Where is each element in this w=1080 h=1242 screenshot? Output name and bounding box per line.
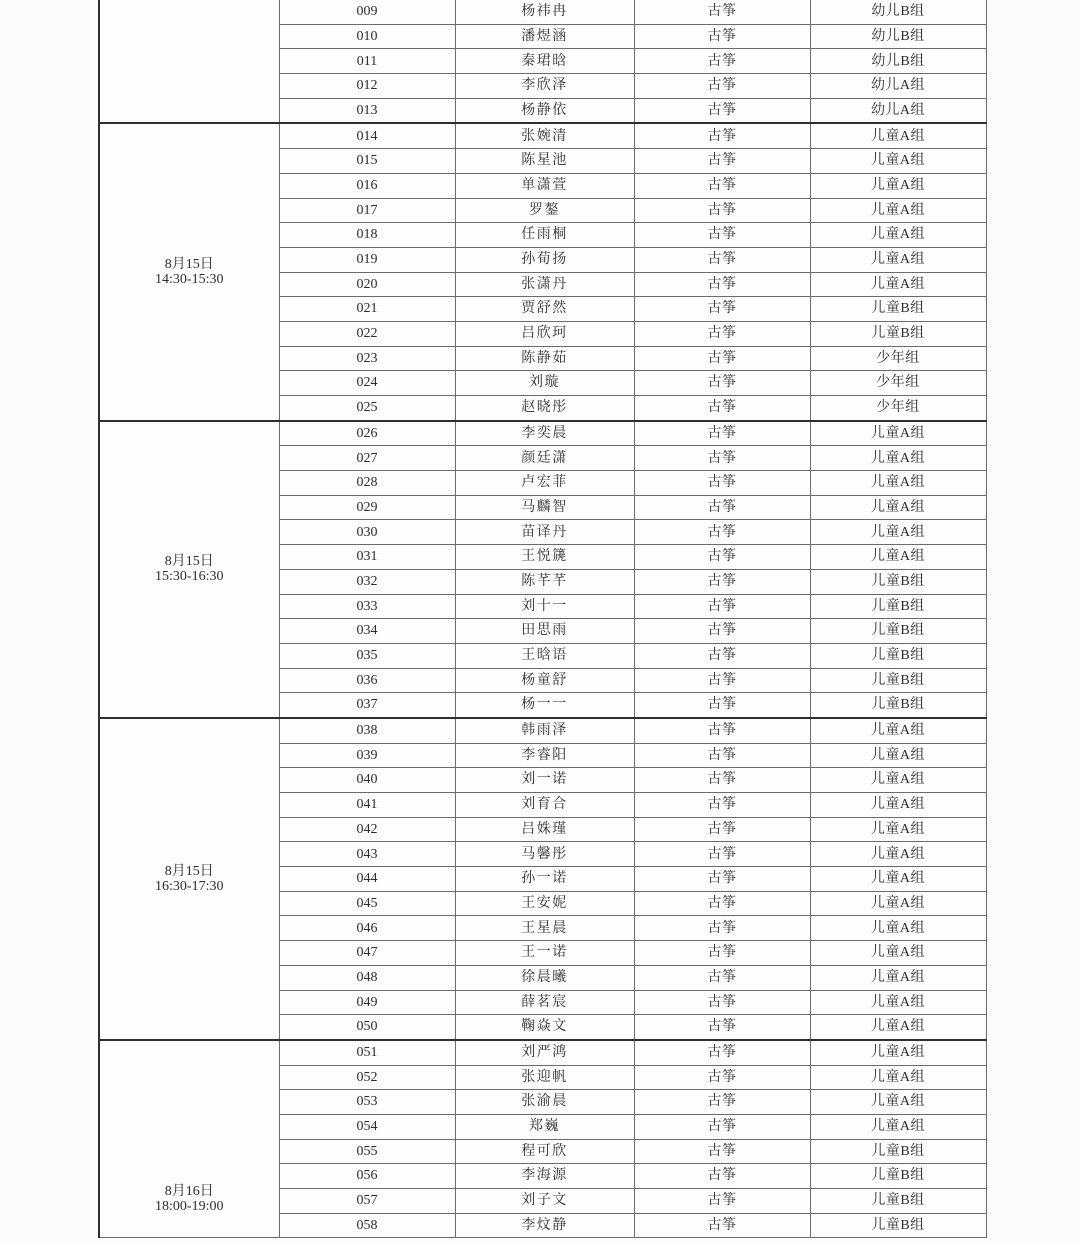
performer-name-cell: 吕姝瑾 bbox=[455, 817, 634, 842]
instrument-cell: 古筝 bbox=[634, 297, 810, 322]
instrument-cell: 古筝 bbox=[634, 123, 810, 148]
time-slot-cell bbox=[99, 123, 279, 420]
performer-name-cell: 郑巍 bbox=[455, 1114, 634, 1139]
entry-number-cell: 014 bbox=[279, 123, 455, 148]
time-slot-cell bbox=[99, 0, 279, 123]
group-cell: 儿童A组 bbox=[810, 743, 986, 768]
instrument-cell: 古筝 bbox=[634, 1090, 810, 1115]
entry-number-cell: 015 bbox=[279, 149, 455, 174]
group-cell: 儿童A组 bbox=[810, 123, 986, 148]
entry-number-cell: 043 bbox=[279, 842, 455, 867]
entry-number-cell: 013 bbox=[279, 98, 455, 123]
entry-number-cell: 039 bbox=[279, 743, 455, 768]
instrument-cell: 古筝 bbox=[634, 990, 810, 1015]
entry-number-cell: 055 bbox=[279, 1139, 455, 1164]
performer-name-cell: 马馨彤 bbox=[455, 842, 634, 867]
entry-number-cell: 030 bbox=[279, 520, 455, 545]
group-cell: 儿童A组 bbox=[810, 247, 986, 272]
instrument-cell: 古筝 bbox=[634, 594, 810, 619]
performer-name-cell: 张渝晨 bbox=[455, 1090, 634, 1115]
entry-number-cell: 047 bbox=[279, 941, 455, 966]
time-slot-date: 8月15日 bbox=[164, 256, 214, 272]
instrument-cell: 古筝 bbox=[634, 1213, 810, 1238]
performer-name-cell: 杨童舒 bbox=[455, 668, 634, 693]
performer-name-cell: 陈芊芊 bbox=[455, 569, 634, 594]
entry-number-cell: 048 bbox=[279, 965, 455, 990]
entry-number-cell: 037 bbox=[279, 693, 455, 718]
instrument-cell: 古筝 bbox=[634, 793, 810, 818]
instrument-cell: 古筝 bbox=[634, 396, 810, 421]
entry-number-cell: 016 bbox=[279, 173, 455, 198]
instrument-cell: 古筝 bbox=[634, 346, 810, 371]
group-cell: 儿童A组 bbox=[810, 173, 986, 198]
entry-number-cell: 027 bbox=[279, 446, 455, 471]
performer-name-cell: 王安妮 bbox=[455, 891, 634, 916]
performer-name-cell: 杨静依 bbox=[455, 98, 634, 123]
group-cell: 儿童A组 bbox=[810, 421, 986, 446]
performer-name-cell: 张迎帆 bbox=[455, 1065, 634, 1090]
time-slot-cell bbox=[99, 718, 279, 1040]
performer-name-cell: 单潇萱 bbox=[455, 173, 634, 198]
group-cell: 儿童A组 bbox=[810, 867, 986, 892]
group-cell: 儿童A组 bbox=[810, 817, 986, 842]
instrument-cell: 古筝 bbox=[634, 98, 810, 123]
performer-name-cell: 刘璇 bbox=[455, 371, 634, 396]
entry-number-cell: 036 bbox=[279, 668, 455, 693]
performer-name-cell: 刘十一 bbox=[455, 594, 634, 619]
instrument-cell: 古筝 bbox=[634, 718, 810, 743]
performer-name-cell: 李睿阳 bbox=[455, 743, 634, 768]
performer-name-cell: 韩雨泽 bbox=[455, 718, 634, 743]
performer-name-cell: 孙一诺 bbox=[455, 867, 634, 892]
instrument-cell: 古筝 bbox=[634, 520, 810, 545]
group-cell: 儿童B组 bbox=[810, 693, 986, 718]
instrument-cell: 古筝 bbox=[634, 768, 810, 793]
time-slot-cell bbox=[99, 1040, 279, 1238]
time-slot-range: 16:30-17:30 bbox=[155, 878, 224, 894]
table-row bbox=[99, 0, 986, 24]
performer-name-cell: 刘一诺 bbox=[455, 768, 634, 793]
performer-name-cell: 刘子文 bbox=[455, 1189, 634, 1214]
group-cell: 儿童A组 bbox=[810, 916, 986, 941]
group-cell: 幼儿B组 bbox=[810, 49, 986, 74]
group-cell: 儿童B组 bbox=[810, 668, 986, 693]
performer-name-cell: 苗译丹 bbox=[455, 520, 634, 545]
entry-number-cell: 052 bbox=[279, 1065, 455, 1090]
entry-number-cell: 025 bbox=[279, 396, 455, 421]
performer-name-cell: 李奕晨 bbox=[455, 421, 634, 446]
instrument-cell: 古筝 bbox=[634, 867, 810, 892]
performer-name-cell: 杨祎冉 bbox=[455, 0, 634, 24]
entry-number-cell: 031 bbox=[279, 545, 455, 570]
time-slot-range: 14:30-15:30 bbox=[155, 272, 224, 288]
entry-number-cell: 017 bbox=[279, 198, 455, 223]
group-cell: 儿童A组 bbox=[810, 495, 986, 520]
performer-name-cell: 程可欣 bbox=[455, 1139, 634, 1164]
group-cell: 儿童A组 bbox=[810, 446, 986, 471]
instrument-cell: 古筝 bbox=[634, 173, 810, 198]
instrument-cell: 古筝 bbox=[634, 247, 810, 272]
instrument-cell: 古筝 bbox=[634, 421, 810, 446]
instrument-cell: 古筝 bbox=[634, 916, 810, 941]
entry-number-cell: 022 bbox=[279, 321, 455, 346]
entry-number-cell: 032 bbox=[279, 569, 455, 594]
instrument-cell: 古筝 bbox=[634, 1065, 810, 1090]
performer-name-cell: 张潇丹 bbox=[455, 272, 634, 297]
group-cell: 幼儿A组 bbox=[810, 98, 986, 123]
instrument-cell: 古筝 bbox=[634, 0, 810, 24]
group-cell: 儿童B组 bbox=[810, 1213, 986, 1238]
time-slot-date: 8月15日 bbox=[164, 863, 214, 879]
instrument-cell: 古筝 bbox=[634, 891, 810, 916]
instrument-cell: 古筝 bbox=[634, 545, 810, 570]
instrument-cell: 古筝 bbox=[634, 321, 810, 346]
instrument-cell: 古筝 bbox=[634, 198, 810, 223]
performer-name-cell: 李炆静 bbox=[455, 1213, 634, 1238]
instrument-cell: 古筝 bbox=[634, 643, 810, 668]
instrument-cell: 古筝 bbox=[634, 693, 810, 718]
instrument-cell: 古筝 bbox=[634, 371, 810, 396]
instrument-cell: 古筝 bbox=[634, 1164, 810, 1189]
entry-number-cell: 058 bbox=[279, 1213, 455, 1238]
performer-name-cell: 王一诺 bbox=[455, 941, 634, 966]
group-cell: 儿童A组 bbox=[810, 990, 986, 1015]
instrument-cell: 古筝 bbox=[634, 24, 810, 49]
performer-name-cell: 孙荀扬 bbox=[455, 247, 634, 272]
performer-name-cell: 刘育合 bbox=[455, 793, 634, 818]
instrument-cell: 古筝 bbox=[634, 619, 810, 644]
entry-number-cell: 049 bbox=[279, 990, 455, 1015]
instrument-cell: 古筝 bbox=[634, 1114, 810, 1139]
performer-name-cell: 陈星池 bbox=[455, 149, 634, 174]
performer-name-cell: 任雨桐 bbox=[455, 223, 634, 248]
entry-number-cell: 051 bbox=[279, 1040, 455, 1065]
instrument-cell: 古筝 bbox=[634, 149, 810, 174]
entry-number-cell: 021 bbox=[279, 297, 455, 322]
group-cell: 儿童A组 bbox=[810, 223, 986, 248]
entry-number-cell: 012 bbox=[279, 74, 455, 99]
group-cell: 幼儿B组 bbox=[810, 0, 986, 24]
group-cell: 儿童B组 bbox=[810, 1164, 986, 1189]
entry-number-cell: 040 bbox=[279, 768, 455, 793]
group-cell: 儿童B组 bbox=[810, 643, 986, 668]
performer-name-cell: 贾舒然 bbox=[455, 297, 634, 322]
instrument-cell: 古筝 bbox=[634, 1040, 810, 1065]
entry-number-cell: 056 bbox=[279, 1164, 455, 1189]
group-cell: 幼儿A组 bbox=[810, 74, 986, 99]
entry-number-cell: 029 bbox=[279, 495, 455, 520]
entry-number-cell: 011 bbox=[279, 49, 455, 74]
group-cell: 儿童A组 bbox=[810, 520, 986, 545]
entry-number-cell: 034 bbox=[279, 619, 455, 644]
entry-number-cell: 019 bbox=[279, 247, 455, 272]
entry-number-cell: 035 bbox=[279, 643, 455, 668]
performer-name-cell: 鞠焱文 bbox=[455, 1015, 634, 1040]
instrument-cell: 古筝 bbox=[634, 743, 810, 768]
group-cell: 儿童A组 bbox=[810, 941, 986, 966]
group-cell: 儿童A组 bbox=[810, 793, 986, 818]
schedule-table-body bbox=[99, 0, 986, 1238]
performer-name-cell: 杨一一 bbox=[455, 693, 634, 718]
performer-name-cell: 薛茗宸 bbox=[455, 990, 634, 1015]
group-cell: 儿童A组 bbox=[810, 545, 986, 570]
group-cell: 儿童A组 bbox=[810, 198, 986, 223]
entry-number-cell: 028 bbox=[279, 471, 455, 496]
group-cell: 儿童B组 bbox=[810, 569, 986, 594]
instrument-cell: 古筝 bbox=[634, 446, 810, 471]
group-cell: 幼儿B组 bbox=[810, 24, 986, 49]
entry-number-cell: 024 bbox=[279, 371, 455, 396]
performer-name-cell: 潘煜涵 bbox=[455, 24, 634, 49]
group-cell: 儿童A组 bbox=[810, 1040, 986, 1065]
entry-number-cell: 046 bbox=[279, 916, 455, 941]
entry-number-cell: 038 bbox=[279, 718, 455, 743]
instrument-cell: 古筝 bbox=[634, 668, 810, 693]
group-cell: 儿童A组 bbox=[810, 272, 986, 297]
group-cell: 少年组 bbox=[810, 396, 986, 421]
entry-number-cell: 010 bbox=[279, 24, 455, 49]
entry-number-cell: 050 bbox=[279, 1015, 455, 1040]
group-cell: 儿童A组 bbox=[810, 768, 986, 793]
entry-number-cell: 041 bbox=[279, 793, 455, 818]
time-slot-range: 15:30-16:30 bbox=[155, 569, 224, 585]
instrument-cell: 古筝 bbox=[634, 941, 810, 966]
performer-name-cell: 卢宏菲 bbox=[455, 471, 634, 496]
instrument-cell: 古筝 bbox=[634, 74, 810, 99]
performer-name-cell: 秦珺晗 bbox=[455, 49, 634, 74]
group-cell: 儿童A组 bbox=[810, 1015, 986, 1040]
performer-name-cell: 李海源 bbox=[455, 1164, 634, 1189]
performer-name-cell: 王晗语 bbox=[455, 643, 634, 668]
group-cell: 儿童A组 bbox=[810, 965, 986, 990]
instrument-cell: 古筝 bbox=[634, 1015, 810, 1040]
table-row bbox=[99, 718, 986, 743]
instrument-cell: 古筝 bbox=[634, 223, 810, 248]
group-cell: 儿童A组 bbox=[810, 718, 986, 743]
instrument-cell: 古筝 bbox=[634, 471, 810, 496]
performer-name-cell: 田思雨 bbox=[455, 619, 634, 644]
group-cell: 儿童B组 bbox=[810, 297, 986, 322]
group-cell: 儿童B组 bbox=[810, 1189, 986, 1214]
time-slot-date: 8月16日 bbox=[164, 1183, 214, 1199]
instrument-cell: 古筝 bbox=[634, 1189, 810, 1214]
performer-name-cell: 张婉清 bbox=[455, 123, 634, 148]
group-cell: 儿童A组 bbox=[810, 149, 986, 174]
instrument-cell: 古筝 bbox=[634, 495, 810, 520]
performer-name-cell: 陈静茹 bbox=[455, 346, 634, 371]
performer-name-cell: 罗鏊 bbox=[455, 198, 634, 223]
entry-number-cell: 009 bbox=[279, 0, 455, 24]
entry-number-cell: 042 bbox=[279, 817, 455, 842]
group-cell: 儿童B组 bbox=[810, 321, 986, 346]
entry-number-cell: 045 bbox=[279, 891, 455, 916]
performer-name-cell: 赵晓彤 bbox=[455, 396, 634, 421]
performer-name-cell: 刘严鸿 bbox=[455, 1040, 634, 1065]
group-cell: 儿童A组 bbox=[810, 1065, 986, 1090]
entry-number-cell: 023 bbox=[279, 346, 455, 371]
entry-number-cell: 053 bbox=[279, 1090, 455, 1115]
group-cell: 儿童B组 bbox=[810, 1139, 986, 1164]
group-cell: 儿童B组 bbox=[810, 594, 986, 619]
instrument-cell: 古筝 bbox=[634, 569, 810, 594]
group-cell: 儿童A组 bbox=[810, 891, 986, 916]
performer-name-cell: 吕欣珂 bbox=[455, 321, 634, 346]
table-row bbox=[99, 123, 986, 148]
time-slot-cell bbox=[99, 421, 279, 718]
instrument-cell: 古筝 bbox=[634, 49, 810, 74]
performer-name-cell: 王悦篪 bbox=[455, 545, 634, 570]
instrument-cell: 古筝 bbox=[634, 842, 810, 867]
performance-schedule-table bbox=[98, 0, 987, 1238]
performer-name-cell: 颜廷潇 bbox=[455, 446, 634, 471]
performer-name-cell: 李欣泽 bbox=[455, 74, 634, 99]
instrument-cell: 古筝 bbox=[634, 965, 810, 990]
group-cell: 儿童A组 bbox=[810, 1090, 986, 1115]
group-cell: 少年组 bbox=[810, 371, 986, 396]
table-row bbox=[99, 421, 986, 446]
entry-number-cell: 033 bbox=[279, 594, 455, 619]
table-row bbox=[99, 1040, 986, 1065]
group-cell: 少年组 bbox=[810, 346, 986, 371]
group-cell: 儿童A组 bbox=[810, 471, 986, 496]
entry-number-cell: 044 bbox=[279, 867, 455, 892]
instrument-cell: 古筝 bbox=[634, 272, 810, 297]
time-slot-date: 8月15日 bbox=[164, 553, 214, 569]
group-cell: 儿童A组 bbox=[810, 842, 986, 867]
group-cell: 儿童B组 bbox=[810, 619, 986, 644]
instrument-cell: 古筝 bbox=[634, 1139, 810, 1164]
entry-number-cell: 057 bbox=[279, 1189, 455, 1214]
performer-name-cell: 王星晨 bbox=[455, 916, 634, 941]
performer-name-cell: 徐晨曦 bbox=[455, 965, 634, 990]
entry-number-cell: 054 bbox=[279, 1114, 455, 1139]
time-slot-range: 18:00-19:00 bbox=[155, 1199, 224, 1215]
instrument-cell: 古筝 bbox=[634, 817, 810, 842]
performer-name-cell: 马麟智 bbox=[455, 495, 634, 520]
group-cell: 儿童A组 bbox=[810, 1114, 986, 1139]
entry-number-cell: 020 bbox=[279, 272, 455, 297]
entry-number-cell: 026 bbox=[279, 421, 455, 446]
entry-number-cell: 018 bbox=[279, 223, 455, 248]
